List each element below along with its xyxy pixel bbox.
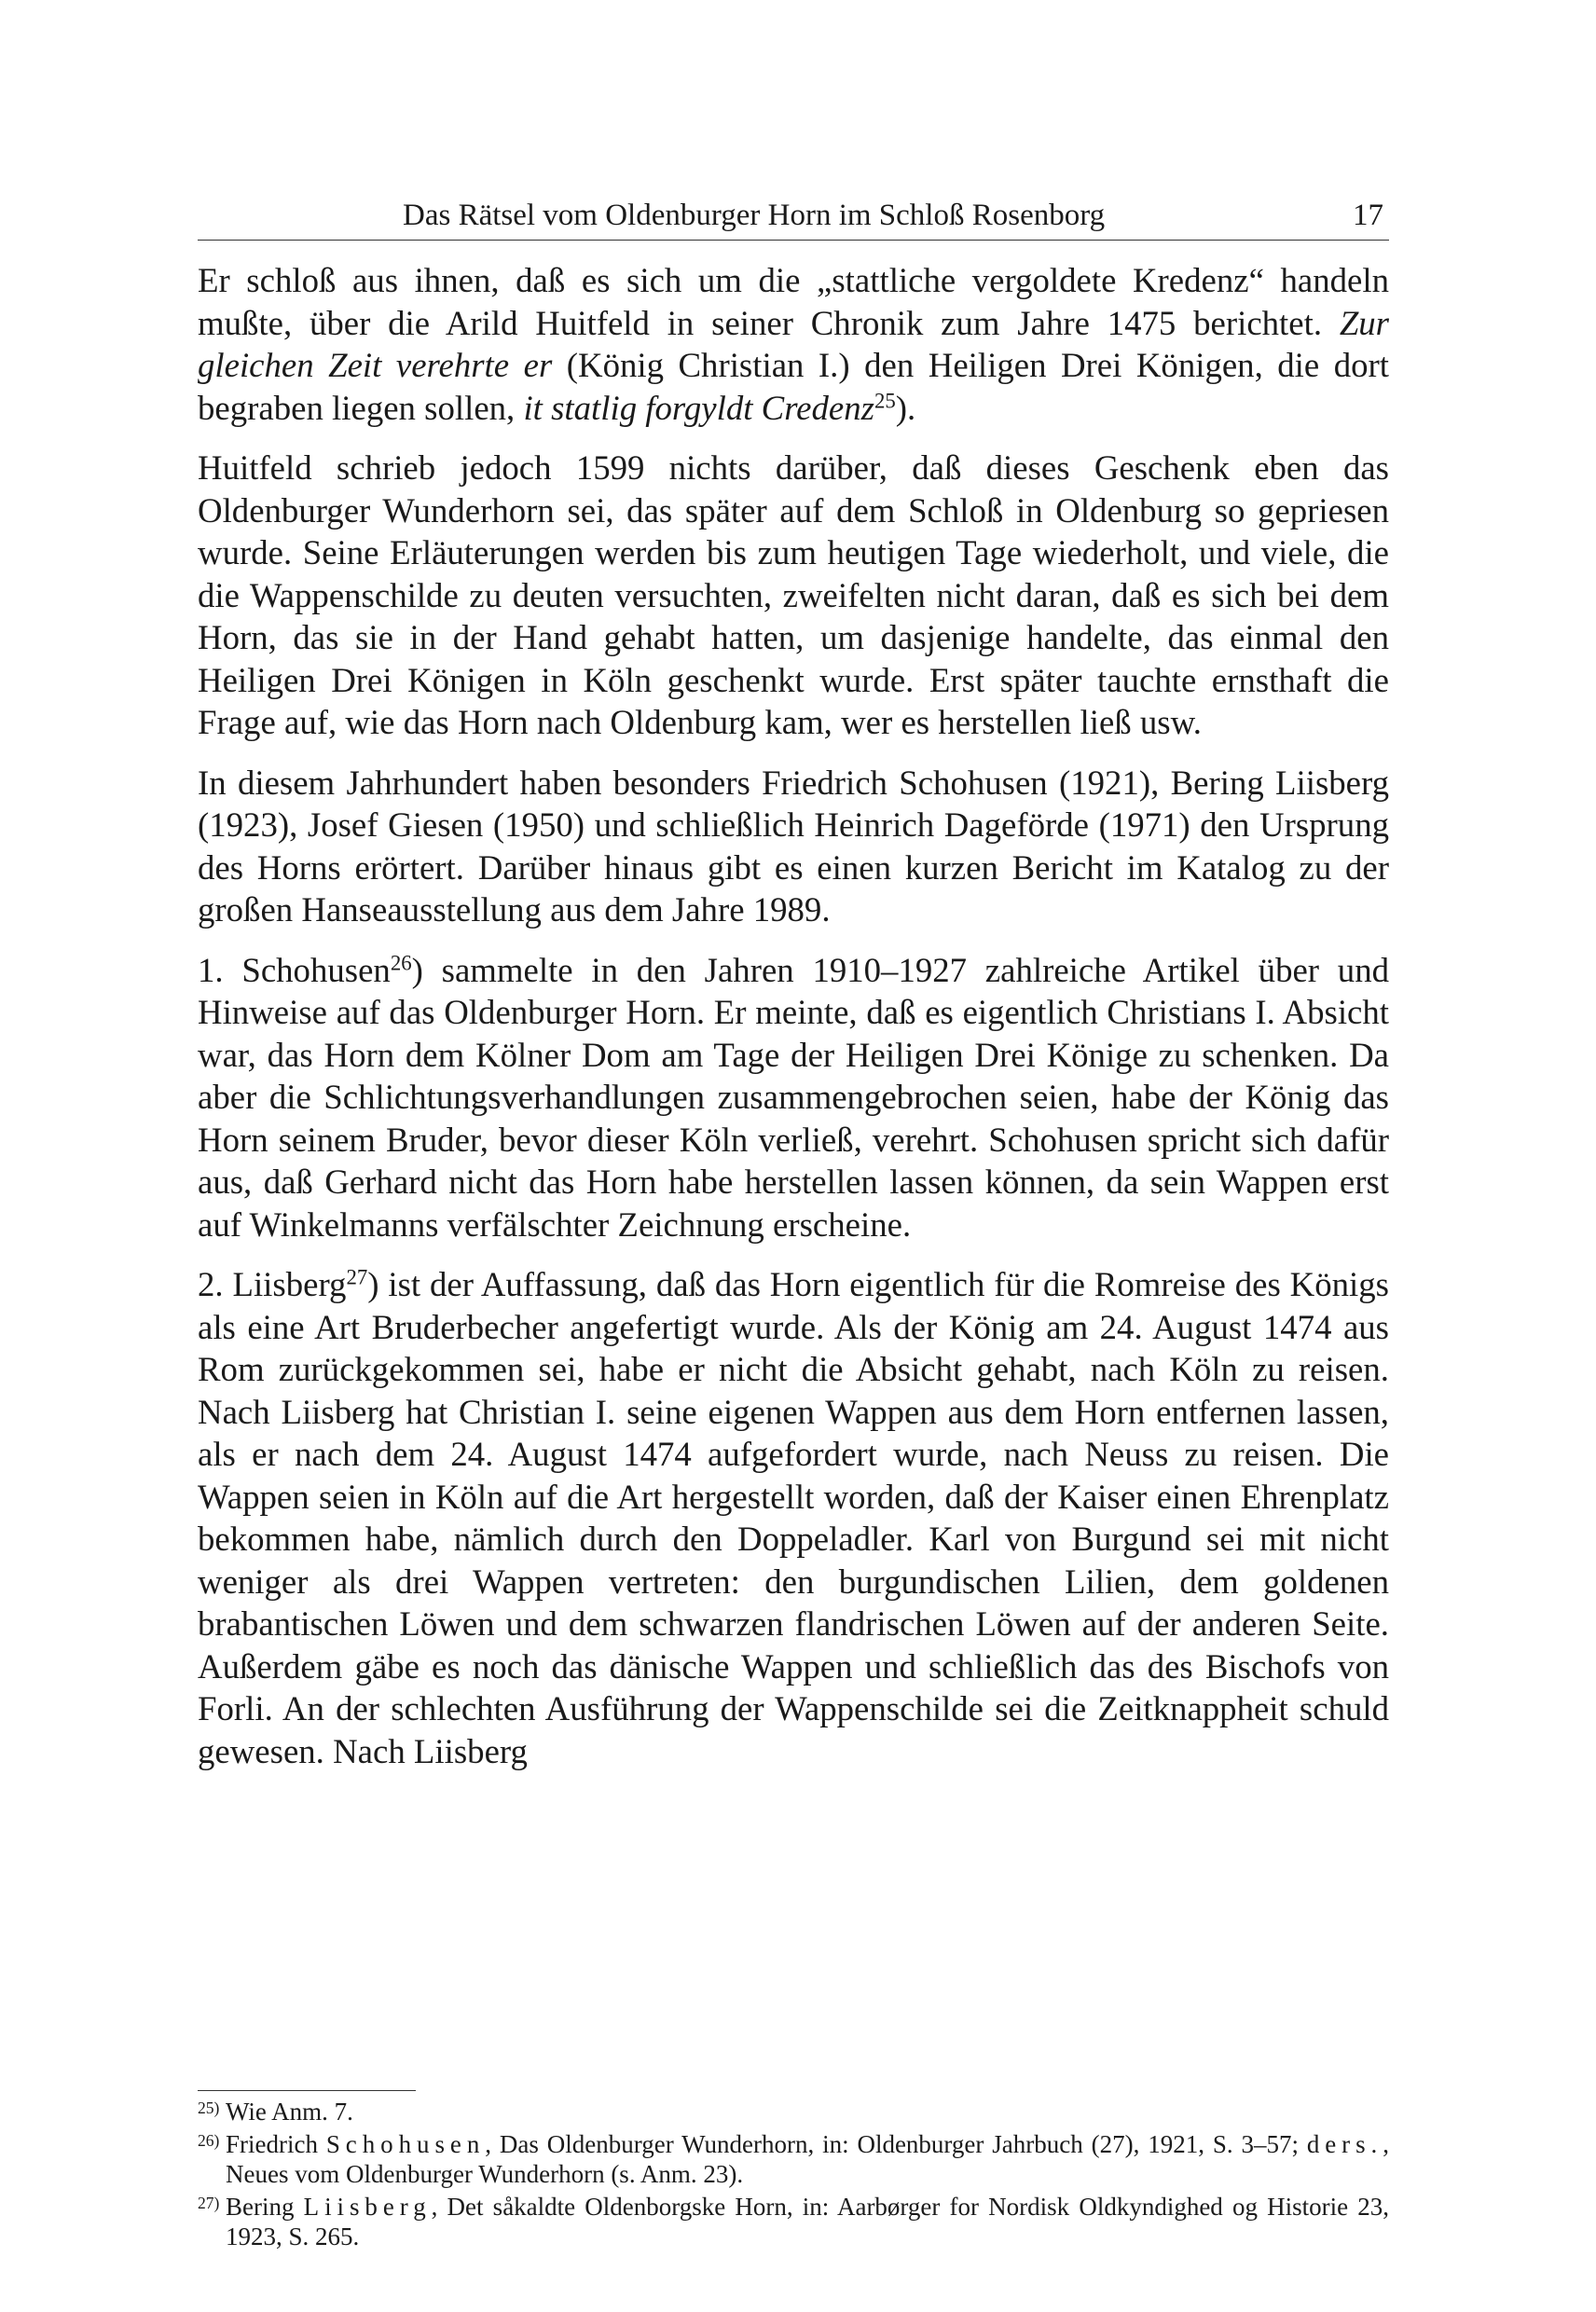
paragraph-4-text: ) sammelte in den Jahren 1910–1927 zahlreiche Artikel über und Hinweise auf das Oldenburger Horn. Er meinte, daß es eigentlich Christians I. Absicht war, das Horn dem Kölner Dom am Tage der Heiligen Drei Könige zu schenken. Da aber die Schlichtungsverhandlungen zusammengebrochen seien, habe der König das Horn seinem Bruder, bevor dieser Köln verließ, verehrt. Schohusen spricht sich dafür aus, daß Gerhard nicht das Horn habe herstellen lassen können, da sein Wappen erst auf Winkelmanns verfälschter Zeichnung erscheine. — [198, 950, 1390, 1244]
running-title: Das Rätsel vom Oldenburger Horn im Schloß Rosenborg — [403, 199, 1106, 232]
footnote-text: Bering — [226, 2193, 304, 2221]
footnote-mark: 26) — [198, 2131, 220, 2150]
footnote-mark: 27) — [198, 2194, 220, 2212]
paragraph-1 — [198, 259, 1389, 429]
footnote-rule — [198, 2090, 416, 2091]
paragraph-5-text: ) ist der Auffassung, daß das Horn eigentlich für die Romreise des Königs als eine Art Bruderbecher angefertigt wurde. Als der König am 24. August 1474 aus Rom zurückgekommen sei, habe er nicht die Absicht gehabt, nach Köln zu reisen. Nach Liisberg hat Christian I. seine eigenen Wappen aus dem Horn entfernen lassen, als er nach dem 24. August 1474 aufgefordert wurde, nach Neuss zu reisen. Die Wappen seien in Köln auf die Art hergestellt worden, daß der Kaiser einen Ehrenplatz bekommen habe, nämlich durch den Doppeladler. Karl von Burgund sei mit nicht weniger als drei Wappen vertreten: den burgundischen Lilien, dem goldenen brabantischen Löwen und dem schwarzen flandrischen Löwen auf der anderen Seite. Außerdem gäbe es noch das dänische Wappen und schließlich das des Bischofs von Forli. An der schlechten Ausführung der Wappenschilde sei die Zeitknappheit schuld gewesen. Nach Liisberg — [198, 1265, 1389, 1770]
footnote-text: Friedrich — [226, 2130, 326, 2158]
paragraph-1-text-a: Er schloß aus ihnen, daß es sich um die „stattliche vergoldete Kredenz“ handeln mußte, über die Arild Huitfeld in seiner Chronik zum Jahre 1475 berichtet. — [198, 261, 1389, 342]
footnote-26 — [198, 2129, 1389, 2189]
footnote-text: , Neues vom Oldenburger Wunderhorn (s. Anm. 23). — [226, 2130, 1389, 2188]
footnote-author: ders. — [1306, 2130, 1383, 2158]
paragraph-1-text-b: (König Christian I.) den Heiligen Drei Königen, die dort begraben liegen sollen, — [198, 346, 1390, 427]
paragraph-5 — [198, 1263, 1389, 1772]
footnote-ref-26: 26 — [390, 950, 412, 974]
footnote-author: Liisberg — [303, 2193, 432, 2221]
footnote-27 — [198, 2192, 1389, 2251]
footnote-text: , Das Oldenburger Wunderhorn, in: Oldenburger Jahrbuch (27), 1921, S. 3–57; — [485, 2130, 1307, 2158]
paragraph-1-text-c: ). — [895, 388, 916, 427]
paragraph-4 — [198, 949, 1389, 1246]
paragraph-2: Huitfeld schrieb jedoch 1599 nichts darüber, daß dieses Geschenk eben das Oldenburger Wunderhorn sei, das später auf dem Schloß in Oldenburg so gepriesen wurde. Seine Erläuterungen werden bis zum heutigen Tage wiederholt, und viele, die die Wappenschilde zu deuten versuchten, zweifelten nicht daran, daß es sich bei dem Horn, das sie in der Hand gehabt hatten, um dasjenige handelte, das einmal den Heiligen Drei Königen in Köln geschenkt wurde. Erst später tauchte ernsthaft die Frage auf, wie das Horn nach Oldenburg kam, wer es herstellen ließ usw. — [198, 448, 1389, 741]
paragraph-3: In diesem Jahrhundert haben besonders Friedrich Schohusen (1921), Bering Liisberg (1923), Josef Giesen (1950) und schließlich Heinrich Dageförde (1971) den Ursprung des Horns erörtert. Darüber hinaus gibt es einen kurzen Bericht im Katalog zu der großen Hanseausstellung aus dem Jahre 1989. — [198, 763, 1389, 929]
footnote-ref-25: 25 — [874, 388, 896, 412]
page-number: 17 — [1353, 199, 1383, 232]
footnote-text: Wie Anm. 7. — [226, 2098, 353, 2126]
paragraph-1-italic-danish: it statlig forgyldt Credenz — [523, 388, 874, 427]
footnotes — [198, 2097, 1389, 2254]
footnote-ref-27: 27 — [346, 1265, 368, 1289]
footnote-text: , Det såkaldte Oldenborgske Horn, in: Aarbørger for Nordisk Oldkyndighed og Historie 23, 1923, S. 265. — [226, 2193, 1389, 2250]
paragraph-4-lead: 1. Schohusen — [198, 950, 391, 989]
paragraph-5-lead: 2. Liisberg — [198, 1265, 347, 1303]
footnote-mark: 25) — [198, 2099, 220, 2117]
footnote-author: Schohusen — [325, 2130, 486, 2158]
body-text — [198, 259, 1389, 1772]
footnote-25 — [198, 2097, 1389, 2126]
paragraph-1-italic-quote: Zur gleichen Zeit verehrte er — [198, 303, 1389, 384]
running-header — [198, 191, 1389, 241]
